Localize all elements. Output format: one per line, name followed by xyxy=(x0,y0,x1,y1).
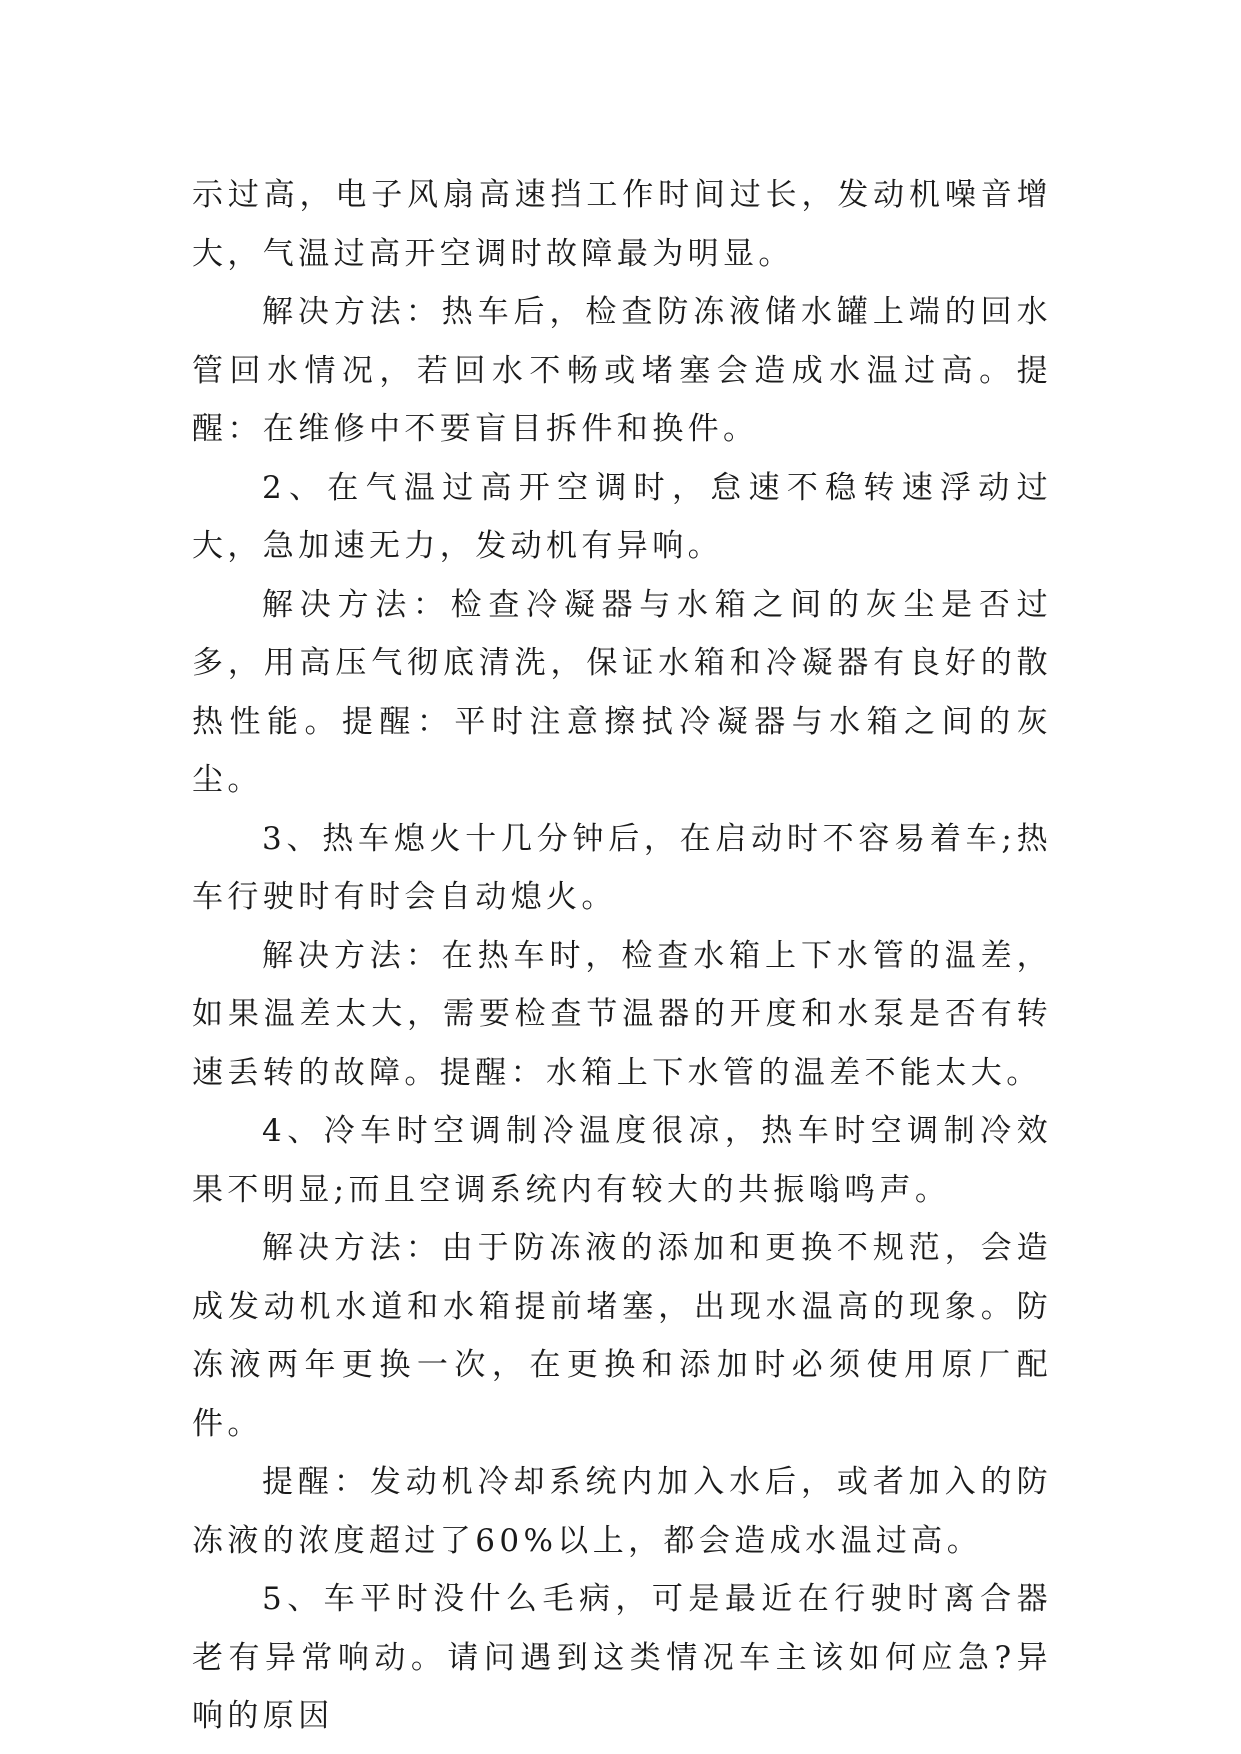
paragraph-solution-1: 解决方法：热车后，检查防冻液储水罐上端的回水管回水情况，若回水不畅或堵塞会造成水温过高。提醒：在维修中不要盲目拆件和换件。 xyxy=(192,294,1052,447)
paragraph-reminder-4: 提醒：发动机冷却系统内加入水后，或者加入的防冻液的浓度超过了60%以上，都会造成水温过高。 xyxy=(192,1464,1052,1559)
document-body xyxy=(192,166,1052,1746)
paragraph-solution-3: 解决方法：在热车时，检查水箱上下水管的温差，如果温差太大，需要检查节温器的开度和水泵是否有转速丢转的故障。提醒：水箱上下水管的温差不能太大。 xyxy=(192,937,1052,1091)
paragraph-problem-5: 5、车平时没什么毛病，可是最近在行驶时离合器老有异常响动。请问遇到这类情况车主该如何应急?异响的原因 xyxy=(192,1581,1052,1734)
paragraph-problem-4: 4、冷车时空调制冷温度很凉，热车时空调制冷效果不明显;而且空调系统内有较大的共振嗡鸣声。 xyxy=(192,1113,1052,1208)
paragraph-problem-2: 2、在气温过高开空调时，怠速不稳转速浮动过大，急加速无力，发动机有异响。 xyxy=(192,469,1052,564)
paragraph-solution-4: 解决方法：由于防冻液的添加和更换不规范，会造成发动机水道和水箱提前堵塞，出现水温高的现象。防冻液两年更换一次，在更换和添加时必须使用原厂配件。 xyxy=(192,1230,1052,1442)
paragraph-problem-3: 3、热车熄火十几分钟后，在启动时不容易着车;热车行驶时有时会自动熄火。 xyxy=(192,820,1052,915)
paragraph-solution-2: 解决方法：检查冷凝器与水箱之间的灰尘是否过多，用高压气彻底清洗，保证水箱和冷凝器有良好的散热性能。提醒：平时注意擦拭冷凝器与水箱之间的灰尘。 xyxy=(192,586,1052,798)
paragraph-continuation: 示过高，电子风扇高速挡工作时间过长，发动机噪音增大，气温过高开空调时故障最为明显。 xyxy=(192,177,1052,272)
